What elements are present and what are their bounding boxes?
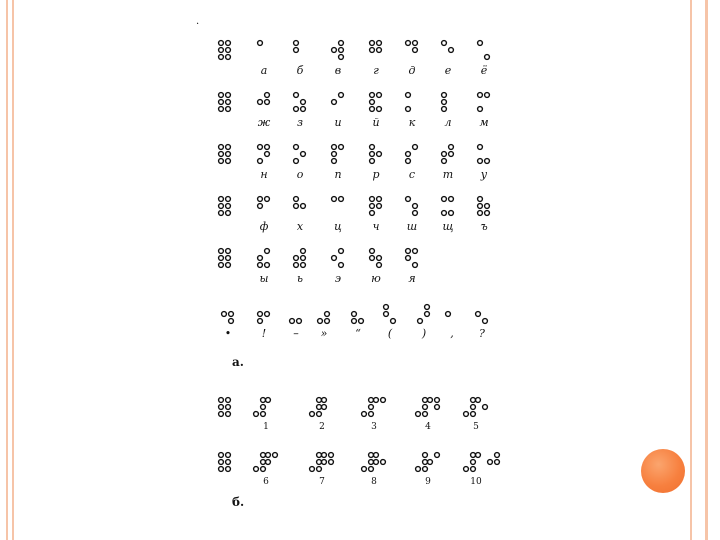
braille-digit-cell-1-dot-1 xyxy=(476,453,481,458)
braille-number-sign-dot-4 xyxy=(471,453,476,458)
braille-cell-н-dot-4 xyxy=(265,145,270,150)
braille-number-sign-dot-3 xyxy=(254,412,259,417)
braille-digit-caption: 4 xyxy=(425,422,431,432)
braille-letter-caption: ч xyxy=(372,220,380,233)
braille-digit-cell-3-dot-1 xyxy=(374,398,379,403)
braille-letter-caption: ё xyxy=(480,64,488,77)
braille-cell-д-dot-4 xyxy=(413,41,418,46)
braille-digit-cell-7-dot-5 xyxy=(329,460,334,465)
braille-letter-caption: ь xyxy=(297,272,303,285)
braille-punct-cell-dot-3 xyxy=(352,319,357,324)
braille-reference-cell-dot-3 xyxy=(219,412,224,417)
braille-cell-к-dot-3 xyxy=(406,107,411,112)
braille-cell-т-dot-4 xyxy=(449,145,454,150)
braille-punct-cell-dot-2 xyxy=(258,312,263,317)
braille-cell-р-dot-1 xyxy=(370,145,375,150)
braille-reference-cell-dot-1 xyxy=(219,398,224,403)
braille-cell-ч-dot-2 xyxy=(370,204,375,209)
braille-punct-caption: ! xyxy=(261,327,267,340)
braille-reference-cell-dot-6 xyxy=(226,55,231,60)
braille-letter-caption: й xyxy=(372,116,380,129)
braille-cell-я-dot-4 xyxy=(413,249,418,254)
braille-punct-caption: “ xyxy=(355,327,361,340)
braille-cell-р-dot-3 xyxy=(370,159,375,164)
braille-letter-caption: е xyxy=(444,64,452,77)
braille-cell-ь-dot-5 xyxy=(301,256,306,261)
braille-number-sign-dot-4 xyxy=(369,398,374,403)
braille-letter-caption: ы xyxy=(259,272,269,285)
braille-number-sign-dot-5 xyxy=(261,405,266,410)
braille-number-sign-dot-3 xyxy=(464,412,469,417)
braille-cell-ы-dot-3 xyxy=(258,263,263,268)
braille-cell-н-dot-5 xyxy=(265,152,270,157)
braille-cell-ж-dot-4 xyxy=(265,93,270,98)
braille-digit-cell-0-dot-5 xyxy=(495,460,500,465)
braille-number-sign-dot-6 xyxy=(423,412,428,417)
braille-reference-cell-dot-2 xyxy=(219,405,224,410)
braille-cell-н-dot-1 xyxy=(258,145,263,150)
corner-mark: . xyxy=(196,16,200,27)
braille-cell-д-dot-1 xyxy=(406,41,411,46)
braille-letter-caption: ж xyxy=(257,116,271,129)
braille-punct-cell-dot-3 xyxy=(318,319,323,324)
braille-digit-caption: 2 xyxy=(319,422,325,432)
braille-cell-с-dot-2 xyxy=(406,152,411,157)
braille-reference-cell-dot-6 xyxy=(226,159,231,164)
braille-number-sign-dot-6 xyxy=(369,467,374,472)
braille-number-sign-dot-6 xyxy=(369,412,374,417)
braille-letter-caption: н xyxy=(260,168,268,181)
braille-digit-caption: 8 xyxy=(371,477,377,487)
braille-digit-caption: 3 xyxy=(371,422,377,432)
braille-digit-cell-4-dot-5 xyxy=(435,405,440,410)
braille-letter-caption: ф xyxy=(259,220,269,233)
braille-cell-г-dot-1 xyxy=(370,41,375,46)
braille-cell-щ-dot-1 xyxy=(442,197,447,202)
braille-cell-ц-dot-1 xyxy=(332,197,337,202)
braille-reference-cell-dot-6 xyxy=(226,107,231,112)
braille-cell-л-dot-2 xyxy=(442,100,447,105)
braille-digit-caption: 9 xyxy=(425,477,431,487)
braille-punct-cell-dot-2 xyxy=(384,312,389,317)
braille-digit-cell-9-dot-2 xyxy=(428,460,433,465)
braille-cell-я-dot-1 xyxy=(406,249,411,254)
braille-punct-caption: • xyxy=(224,327,232,340)
braille-cell-б-dot-2 xyxy=(294,48,299,53)
braille-punct-cell-dot-3 xyxy=(418,319,423,324)
braille-reference-cell-dot-5 xyxy=(226,460,231,465)
braille-cell-ё-dot-1 xyxy=(478,41,483,46)
braille-reference-cell-dot-5 xyxy=(226,152,231,157)
braille-number-sign-dot-4 xyxy=(261,453,266,458)
braille-digit-cell-0-dot-2 xyxy=(488,460,493,465)
braille-cell-п-dot-1 xyxy=(332,145,337,150)
braille-digit-cell-0-dot-4 xyxy=(495,453,500,458)
braille-letter-caption: ъ xyxy=(480,220,488,233)
braille-number-sign-dot-3 xyxy=(310,467,315,472)
braille-cell-о-dot-3 xyxy=(294,159,299,164)
braille-cell-ч-dot-5 xyxy=(377,204,382,209)
braille-number-sign-dot-5 xyxy=(317,460,322,465)
braille-cell-р-dot-2 xyxy=(370,152,375,157)
braille-cell-г-dot-5 xyxy=(377,48,382,53)
braille-letter-caption: я xyxy=(408,272,416,285)
braille-reference-cell-dot-2 xyxy=(219,100,224,105)
braille-letter-caption: с xyxy=(408,168,416,181)
braille-cell-й-dot-6 xyxy=(377,107,382,112)
braille-letter-caption: э xyxy=(334,272,342,285)
braille-punct-caption: ? xyxy=(479,327,485,340)
braille-cell-ы-dot-6 xyxy=(265,263,270,268)
braille-number-sign-dot-3 xyxy=(362,467,367,472)
braille-punct-cell-dot-2 xyxy=(352,312,357,317)
braille-reference-cell-dot-5 xyxy=(226,405,231,410)
braille-reference-cell-dot-5 xyxy=(226,48,231,53)
braille-cell-б-dot-1 xyxy=(294,41,299,46)
braille-cell-ь-dot-6 xyxy=(301,263,306,268)
braille-reference-cell-dot-6 xyxy=(226,412,231,417)
braille-punct-cell-dot-2 xyxy=(476,312,481,317)
braille-reference-cell-dot-2 xyxy=(219,460,224,465)
braille-cell-о-dot-1 xyxy=(294,145,299,150)
braille-letter-caption: з xyxy=(297,116,303,129)
braille-cell-ю-dot-1 xyxy=(370,249,375,254)
braille-reference-cell-dot-5 xyxy=(226,256,231,261)
braille-digit-cell-6-dot-4 xyxy=(273,453,278,458)
braille-letter-caption: ш xyxy=(406,220,418,233)
braille-cell-м-dot-1 xyxy=(478,93,483,98)
braille-reference-cell-dot-5 xyxy=(226,100,231,105)
braille-number-sign-dot-4 xyxy=(423,453,428,458)
braille-cell-щ-dot-3 xyxy=(442,211,447,216)
braille-reference-cell-dot-1 xyxy=(219,197,224,202)
braille-number-sign-dot-4 xyxy=(317,398,322,403)
braille-digit-caption: 6 xyxy=(263,477,269,487)
braille-cell-о-dot-5 xyxy=(301,152,306,157)
braille-cell-у-dot-6 xyxy=(485,159,490,164)
braille-cell-ч-dot-4 xyxy=(377,197,382,202)
braille-reference-cell-dot-2 xyxy=(219,152,224,157)
braille-reference-cell-dot-3 xyxy=(219,467,224,472)
braille-punct-caption: – xyxy=(293,327,299,340)
braille-punct-cell-dot-5 xyxy=(229,312,234,317)
braille-number-sign-dot-3 xyxy=(416,412,421,417)
braille-digit-cell-1-dot-1 xyxy=(266,398,271,403)
braille-reference-cell-dot-3 xyxy=(219,263,224,268)
braille-punct-cell-dot-5 xyxy=(265,312,270,317)
braille-reference-cell-dot-4 xyxy=(226,249,231,254)
braille-letter-caption: у xyxy=(480,168,488,181)
braille-reference-cell-dot-4 xyxy=(226,398,231,403)
braille-reference-cell-dot-1 xyxy=(219,145,224,150)
braille-number-sign-dot-5 xyxy=(261,460,266,465)
braille-cell-в-dot-6 xyxy=(339,55,344,60)
braille-cell-ь-dot-4 xyxy=(301,249,306,254)
braille-cell-ю-dot-6 xyxy=(377,263,382,268)
braille-cell-н-dot-3 xyxy=(258,159,263,164)
braille-cell-ф-dot-2 xyxy=(258,204,263,209)
braille-cell-ъ-dot-3 xyxy=(478,211,483,216)
braille-letter-caption: м xyxy=(479,116,489,129)
braille-cell-с-dot-3 xyxy=(406,159,411,164)
braille-cell-ф-dot-4 xyxy=(265,197,270,202)
braille-cell-т-dot-2 xyxy=(442,152,447,157)
braille-cell-щ-dot-6 xyxy=(449,211,454,216)
braille-cell-ъ-dot-5 xyxy=(485,204,490,209)
braille-punct-cell-dot-1 xyxy=(384,305,389,310)
braille-cell-с-dot-4 xyxy=(413,145,418,150)
braille-cell-й-dot-1 xyxy=(370,93,375,98)
braille-cell-ш-dot-1 xyxy=(406,197,411,202)
braille-digit-cell-5-dot-5 xyxy=(483,405,488,410)
braille-cell-г-dot-4 xyxy=(377,41,382,46)
braille-reference-cell-dot-3 xyxy=(219,211,224,216)
braille-reference-cell-dot-2 xyxy=(219,204,224,209)
braille-digit-cell-7-dot-1 xyxy=(322,453,327,458)
braille-number-sign-dot-3 xyxy=(254,467,259,472)
braille-cell-ф-dot-1 xyxy=(258,197,263,202)
braille-reference-cell-dot-6 xyxy=(226,467,231,472)
braille-number-sign-dot-5 xyxy=(369,460,374,465)
braille-reference-cell-dot-1 xyxy=(219,93,224,98)
braille-cell-в-dot-4 xyxy=(339,41,344,46)
braille-cell-т-dot-5 xyxy=(449,152,454,157)
braille-digit-cell-9-dot-4 xyxy=(435,453,440,458)
braille-punct-caption: ) xyxy=(421,327,427,340)
braille-letter-caption: а xyxy=(260,64,268,77)
braille-reference-cell-dot-6 xyxy=(226,263,231,268)
braille-punct-cell-dot-2 xyxy=(446,312,451,317)
braille-cell-п-dot-2 xyxy=(332,152,337,157)
braille-cell-э-dot-6 xyxy=(339,263,344,268)
braille-cell-л-dot-1 xyxy=(442,93,447,98)
braille-digit-cell-4-dot-4 xyxy=(435,398,440,403)
section-a-label: а. xyxy=(232,355,244,369)
braille-cell-э-dot-4 xyxy=(339,249,344,254)
braille-number-sign-dot-5 xyxy=(369,405,374,410)
braille-punct-cell-dot-6 xyxy=(483,319,488,324)
braille-cell-я-dot-2 xyxy=(406,256,411,261)
braille-cell-ь-dot-3 xyxy=(294,263,299,268)
braille-punct-cell-dot-6 xyxy=(359,319,364,324)
braille-cell-п-dot-3 xyxy=(332,159,337,164)
braille-letter-caption: д xyxy=(408,64,416,77)
braille-cell-й-dot-4 xyxy=(377,93,382,98)
braille-cell-з-dot-6 xyxy=(301,107,306,112)
braille-cell-х-dot-5 xyxy=(301,204,306,209)
braille-reference-cell-dot-2 xyxy=(219,48,224,53)
braille-digit-cell-8-dot-2 xyxy=(374,460,379,465)
braille-punct-cell-dot-3 xyxy=(258,319,263,324)
braille-digit-cell-6-dot-2 xyxy=(266,460,271,465)
braille-number-sign-dot-5 xyxy=(423,405,428,410)
braille-letter-caption: щ xyxy=(442,220,454,233)
braille-digit-cell-7-dot-2 xyxy=(322,460,327,465)
braille-reference-cell-dot-5 xyxy=(226,204,231,209)
braille-letter-caption: в xyxy=(334,64,342,77)
braille-cell-е-dot-5 xyxy=(449,48,454,53)
braille-cell-з-dot-3 xyxy=(294,107,299,112)
braille-reference-cell-dot-1 xyxy=(219,453,224,458)
braille-digit-cell-8-dot-1 xyxy=(374,453,379,458)
braille-number-sign-dot-4 xyxy=(369,453,374,458)
braille-reference-cell-dot-4 xyxy=(226,41,231,46)
braille-punct-cell-dot-2 xyxy=(222,312,227,317)
braille-cell-а-dot-1 xyxy=(258,41,263,46)
braille-number-sign-dot-4 xyxy=(471,398,476,403)
braille-cell-ы-dot-2 xyxy=(258,256,263,261)
braille-cell-з-dot-1 xyxy=(294,93,299,98)
braille-number-sign-dot-6 xyxy=(471,467,476,472)
braille-digit-cell-7-dot-4 xyxy=(329,453,334,458)
braille-cell-ъ-dot-1 xyxy=(478,197,483,202)
braille-number-sign-dot-3 xyxy=(362,412,367,417)
braille-letter-caption: о xyxy=(296,168,304,181)
braille-cell-у-dot-1 xyxy=(478,145,483,150)
braille-number-sign-dot-6 xyxy=(317,412,322,417)
braille-cell-ц-dot-4 xyxy=(339,197,344,202)
braille-letter-caption: и xyxy=(334,116,342,129)
braille-number-sign-dot-6 xyxy=(423,467,428,472)
braille-cell-у-dot-3 xyxy=(478,159,483,164)
braille-number-sign-dot-4 xyxy=(423,398,428,403)
braille-letter-caption: ц xyxy=(334,220,342,233)
braille-reference-cell-dot-2 xyxy=(219,256,224,261)
braille-reference-cell-dot-4 xyxy=(226,453,231,458)
braille-punct-cell-dot-3 xyxy=(290,319,295,324)
braille-letter-caption: ю xyxy=(371,272,381,285)
braille-number-sign-dot-6 xyxy=(261,467,266,472)
braille-cell-к-dot-1 xyxy=(406,93,411,98)
braille-digit-caption: 5 xyxy=(473,422,479,432)
braille-cell-ю-dot-2 xyxy=(370,256,375,261)
braille-letter-caption: г xyxy=(373,64,379,77)
braille-reference-cell-dot-3 xyxy=(219,55,224,60)
braille-cell-р-dot-5 xyxy=(377,152,382,157)
braille-cell-ш-dot-6 xyxy=(413,211,418,216)
braille-letter-caption: б xyxy=(296,64,304,77)
braille-cell-щ-dot-4 xyxy=(449,197,454,202)
braille-cell-и-dot-4 xyxy=(339,93,344,98)
braille-punct-cell-dot-6 xyxy=(229,319,234,324)
braille-cell-д-dot-5 xyxy=(413,48,418,53)
braille-reference-cell-dot-4 xyxy=(226,93,231,98)
braille-cell-й-dot-3 xyxy=(370,107,375,112)
braille-punct-caption: , xyxy=(450,327,454,340)
braille-digit-cell-8-dot-5 xyxy=(381,460,386,465)
braille-cell-ё-dot-6 xyxy=(485,55,490,60)
braille-cell-е-dot-1 xyxy=(442,41,447,46)
braille-reference-cell-dot-6 xyxy=(226,211,231,216)
braille-cell-п-dot-4 xyxy=(339,145,344,150)
braille-cell-ш-dot-5 xyxy=(413,204,418,209)
braille-punct-cell-dot-6 xyxy=(325,319,330,324)
braille-cell-и-dot-2 xyxy=(332,100,337,105)
braille-letter-caption: к xyxy=(408,116,416,129)
braille-digit-cell-5-dot-1 xyxy=(476,398,481,403)
section-b-label: б. xyxy=(232,495,245,509)
braille-digit-cell-4-dot-1 xyxy=(428,398,433,403)
braille-digit-caption: 1 xyxy=(263,422,269,432)
braille-punct-caption: » xyxy=(320,327,328,340)
braille-cell-в-dot-2 xyxy=(332,48,337,53)
braille-cell-э-dot-2 xyxy=(332,256,337,261)
braille-punct-cell-dot-5 xyxy=(425,312,430,317)
braille-reference-cell-dot-1 xyxy=(219,41,224,46)
braille-cell-й-dot-2 xyxy=(370,100,375,105)
braille-number-sign-dot-5 xyxy=(423,460,428,465)
braille-letter-caption: л xyxy=(444,116,452,129)
braille-number-sign-dot-4 xyxy=(261,398,266,403)
braille-reference-cell-dot-3 xyxy=(219,159,224,164)
braille-cell-т-dot-3 xyxy=(442,159,447,164)
braille-cell-в-dot-5 xyxy=(339,48,344,53)
braille-punct-cell-dot-4 xyxy=(425,305,430,310)
braille-digit-caption: 7 xyxy=(319,477,325,487)
braille-cell-г-dot-2 xyxy=(370,48,375,53)
braille-cell-ъ-dot-6 xyxy=(485,211,490,216)
braille-cell-я-dot-6 xyxy=(413,263,418,268)
braille-cell-м-dot-3 xyxy=(478,107,483,112)
braille-cell-ю-dot-5 xyxy=(377,256,382,261)
braille-punct-cell-dot-6 xyxy=(297,319,302,324)
braille-letter-caption: п xyxy=(334,168,342,181)
braille-cell-ч-dot-3 xyxy=(370,211,375,216)
braille-number-sign-dot-6 xyxy=(317,467,322,472)
braille-cell-з-dot-5 xyxy=(301,100,306,105)
braille-number-sign-dot-4 xyxy=(317,453,322,458)
braille-number-sign-dot-5 xyxy=(471,460,476,465)
braille-number-sign-dot-3 xyxy=(416,467,421,472)
braille-cell-ъ-dot-2 xyxy=(478,204,483,209)
braille-letter-caption: т xyxy=(442,168,454,181)
braille-punct-cell-dot-6 xyxy=(391,319,396,324)
braille-digit-cell-6-dot-1 xyxy=(266,453,271,458)
braille-cell-л-dot-3 xyxy=(442,107,447,112)
braille-number-sign-dot-3 xyxy=(464,467,469,472)
braille-letter-caption: х xyxy=(296,220,304,233)
braille-number-sign-dot-3 xyxy=(310,412,315,417)
braille-cell-м-dot-4 xyxy=(485,93,490,98)
braille-reference-cell-dot-4 xyxy=(226,145,231,150)
braille-cell-ч-dot-1 xyxy=(370,197,375,202)
braille-punct-caption: ( xyxy=(387,327,393,340)
braille-digit-cell-2-dot-1 xyxy=(322,398,327,403)
braille-cell-ы-dot-4 xyxy=(265,249,270,254)
braille-number-sign-dot-5 xyxy=(317,405,322,410)
braille-number-sign-dot-5 xyxy=(471,405,476,410)
braille-number-sign-dot-6 xyxy=(261,412,266,417)
braille-cell-х-dot-2 xyxy=(294,204,299,209)
braille-letter-caption: р xyxy=(372,168,380,181)
braille-number-sign-dot-6 xyxy=(471,412,476,417)
braille-cell-ь-dot-2 xyxy=(294,256,299,261)
braille-cell-ж-dot-2 xyxy=(258,100,263,105)
braille-cell-х-dot-1 xyxy=(294,197,299,202)
braille-reference-cell-dot-4 xyxy=(226,197,231,202)
braille-digit-cell-3-dot-4 xyxy=(381,398,386,403)
braille-digit-cell-2-dot-2 xyxy=(322,405,327,410)
braille-reference-cell-dot-3 xyxy=(219,107,224,112)
braille-punct-cell-dot-5 xyxy=(325,312,330,317)
braille-cell-ж-dot-5 xyxy=(265,100,270,105)
braille-digit-caption: 10 xyxy=(470,477,482,487)
braille-reference-cell-dot-1 xyxy=(219,249,224,254)
